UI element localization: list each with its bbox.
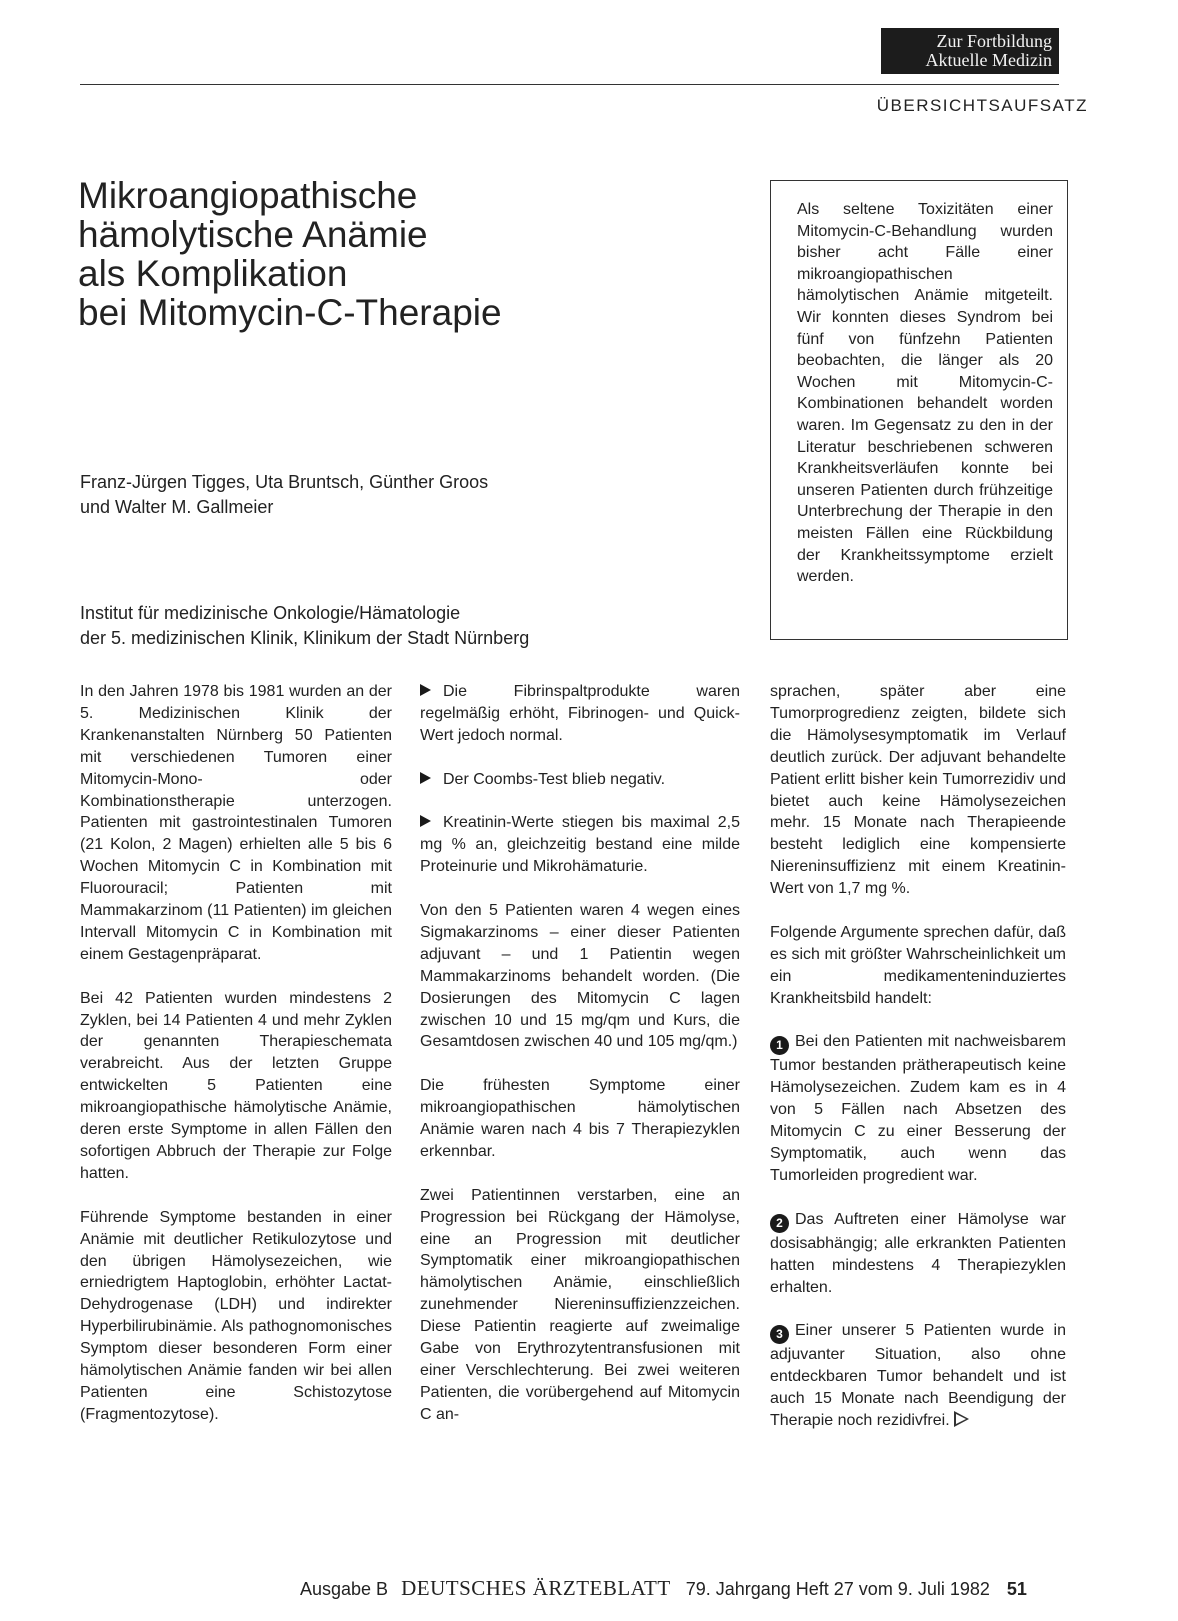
bullet-text: Der Coombs-Test blieb negativ. xyxy=(443,770,666,788)
body-column-3 xyxy=(770,681,1066,1454)
bullet-item xyxy=(420,681,740,747)
page-footer xyxy=(300,1576,1070,1601)
number-circle-icon: 1 xyxy=(770,1036,789,1055)
badge-line-1: Zur Fortbildung xyxy=(936,31,1052,51)
authors xyxy=(80,470,700,520)
paragraph: In den Jahren 1978 bis 1981 wurden an der 5. Medizinischen Klinik der Krankenanstalten Nürnberg 50 Patienten mit verschiedenen Tumoren einer Mitomycin-Mono- oder Kombinationstherapie unterzogen. Patienten mit gastrointestinalen Tumoren (21 Kolon, 2 Magen) erhielten alle 5 bis 6 Wochen Mitomycin C in Kombination mit Fluorouracil; Patienten mit Mammakarzinom (11 Patienten) im gleichen Intervall Mitomycin C in Kombination mit einem Gestagenpräparat. xyxy=(80,683,392,963)
numbered-item xyxy=(770,1031,1066,1186)
article-title xyxy=(78,176,698,332)
title-line-1: Mikroangiopathische xyxy=(78,175,418,216)
institute xyxy=(80,601,700,651)
footer-edition: Ausgabe B xyxy=(300,1579,389,1599)
abstract-text: Als seltene Toxizitäten einer Mitomycin-C-Behandlung wurden bisher acht Fälle einer mikroangiopathischen hämolytischen Anämie mitgeteilt. Wir konnten dieses Syndrom bei fünf von fünfzehn Patienten beobachten, die länger als 20 Wochen mit Mitomycin-C-Kombinationen behandelt worden waren. Im Gegensatz zu den in der Literatur beschriebenen schweren Krankheitsverläufen konnte bei unseren Patienten durch frühzeitige Unterbrechung der Therapie in den meisten Fällen eine Rückbildung der Krankheitssymptome erzielt werden. xyxy=(797,201,1053,586)
number-circle-icon: 2 xyxy=(770,1214,789,1233)
title-line-4: bei Mitomycin-C-Therapie xyxy=(78,292,502,333)
triangle-bullet-icon xyxy=(420,684,431,696)
bullet-text: Kreatinin-Werte stiegen bis maximal 2,5 mg % an, gleichzeitig bestand eine milde Proteinurie und Mikrohämaturie. xyxy=(420,814,740,876)
paragraph: Bei 42 Patienten wurden mindestens 2 Zyklen, bei 14 Patienten 4 und mehr Zyklen der genannten Therapieschemata verabreicht. Aus der letzten Gruppe entwickelten 5 Patienten eine mikroangiopathische hämolytische Anämie, deren erste Symptome in allen Fällen den sofortigen Abbruch der Therapie zur Folge hatten. xyxy=(80,989,392,1182)
header-rule xyxy=(80,84,1059,85)
bullet-item xyxy=(420,812,740,878)
number-circle-icon: 3 xyxy=(770,1325,789,1344)
institute-line-2: der 5. medizinischen Klinik, Klinikum der Stadt Nürnberg xyxy=(80,628,530,648)
footer-issue: 79. Jahrgang Heft 27 vom 9. Juli 1982 xyxy=(685,1579,990,1599)
paragraph: Folgende Argumente sprechen dafür, daß es sich mit größter Wahrscheinlichkeit um ein medikamenteninduziertes Krankheitsbild handelt: xyxy=(770,923,1066,1007)
section-label: ÜBERSICHTSAUFSATZ xyxy=(876,96,1088,115)
numbered-text: Einer unserer 5 Patienten wurde in adjuvanter Situation, also ohne entdeckbaren Tumor behandelt und ist auch 15 Monate nach Beendigung der Therapie noch rezidivfrei. xyxy=(770,1322,1066,1430)
paragraph: Führende Symptome bestanden in einer Anämie mit deutlicher Retikulozytose und den übrigen Hämolysezeichen, wie erniedrigtem Haptoglobin, erhöhter Lactat-Dehydrogenase (LDH) und indirekter Hyperbilirubinämie. Als pathognomonisches Symptom dieser besonderen Form einer hämolytischen Anämie fanden wir bei allen Patienten eine Schistozytose (Fragmentozytose). xyxy=(80,1208,392,1423)
title-line-2: hämolytische Anämie xyxy=(78,214,428,255)
institute-line-1: Institut für medizinische Onkologie/Hämatologie xyxy=(80,603,461,623)
authors-line-2: und Walter M. Gallmeier xyxy=(80,497,274,517)
numbered-text: Bei den Patienten mit nachweisbarem Tumor bestanden prätherapeutisch keine Hämolysezeichen. Zudem kam es in 4 von 5 Fällen nach Absetzen des Mitomycin C zu einer Besserung der Symptomatik, auch wenn das Tumorleiden progredient war. xyxy=(770,1033,1066,1184)
continued-arrow-icon xyxy=(954,1411,969,1427)
numbered-text: Das Auftreten einer Hämolyse war dosisabhängig; alle erkrankten Patienten hatten mindestens 4 Therapiezyklen erhalten. xyxy=(770,1210,1066,1296)
body-column-2 xyxy=(420,681,740,1448)
badge-line-2: Aktuelle Medizin xyxy=(925,50,1052,70)
paragraph: Zwei Patientinnen verstarben, eine an Progression bei Rückgang der Hämolyse, eine an Progression mit deutlicher Symptomatik einer mikroangiopathischen hämolytischen Anämie, einschließlich zunehmender Niereninsuffizienzzeichen. Diese Patientin reagierte auf zweimalige Gabe von Erythrozytentransfusionen mit einer Verschlechterung. Bei zwei weiteren Patienten, die vorübergehend auf Mitomycin C an- xyxy=(420,1186,740,1423)
triangle-bullet-icon xyxy=(420,815,431,827)
paragraph: Von den 5 Patienten waren 4 wegen eines Sigmakarzinoms – einer dieser Patienten adjuvant – und 1 Patientin wegen Mammakarzinoms behandelt worden. (Die Dosierungen des Mitomycin C lagen zwischen 10 und 15 mg/qm und Kurs, die Gesamtdosen zwischen 40 und 105 mg/qm.) xyxy=(420,902,740,1051)
authors-line-1: Franz-Jürgen Tigges, Uta Bruntsch, Günther Groos xyxy=(80,472,489,492)
bullet-item xyxy=(420,769,740,791)
numbered-item xyxy=(770,1320,1066,1432)
body-column-1 xyxy=(80,681,392,1448)
numbered-item xyxy=(770,1209,1066,1299)
page-number: 51 xyxy=(1006,1579,1027,1599)
triangle-bullet-icon xyxy=(420,772,431,784)
title-line-3: als Komplikation xyxy=(78,253,348,294)
abstract-box xyxy=(770,180,1068,640)
paragraph: sprachen, später aber eine Tumorprogredienz zeigten, bildete sich die Hämolysesymptomatik im Verlauf deutlich zurück. Der adjuvant behandelte Patient erlitt bisher kein Tumorrezidiv und bietet auch keine Hämolysezeichen mehr. 15 Monate nach Therapieende besteht lediglich eine kompensierte Niereninsuffizienz mit einem Kreatinin-Wert von 1,7 mg %. xyxy=(770,683,1066,898)
paragraph: Die frühesten Symptome einer mikroangiopathischen hämolytischen Anämie waren nach 4 bis 7 Therapiezyklen erkennbar. xyxy=(420,1077,740,1160)
category-badge xyxy=(881,28,1059,74)
bullet-text: Die Fibrinspaltprodukte waren regelmäßig erhöht, Fibrinogen- und Quick-Wert jedoch normal. xyxy=(420,683,740,744)
footer-journal: DEUTSCHES ÄRZTEBLATT xyxy=(401,1576,671,1600)
